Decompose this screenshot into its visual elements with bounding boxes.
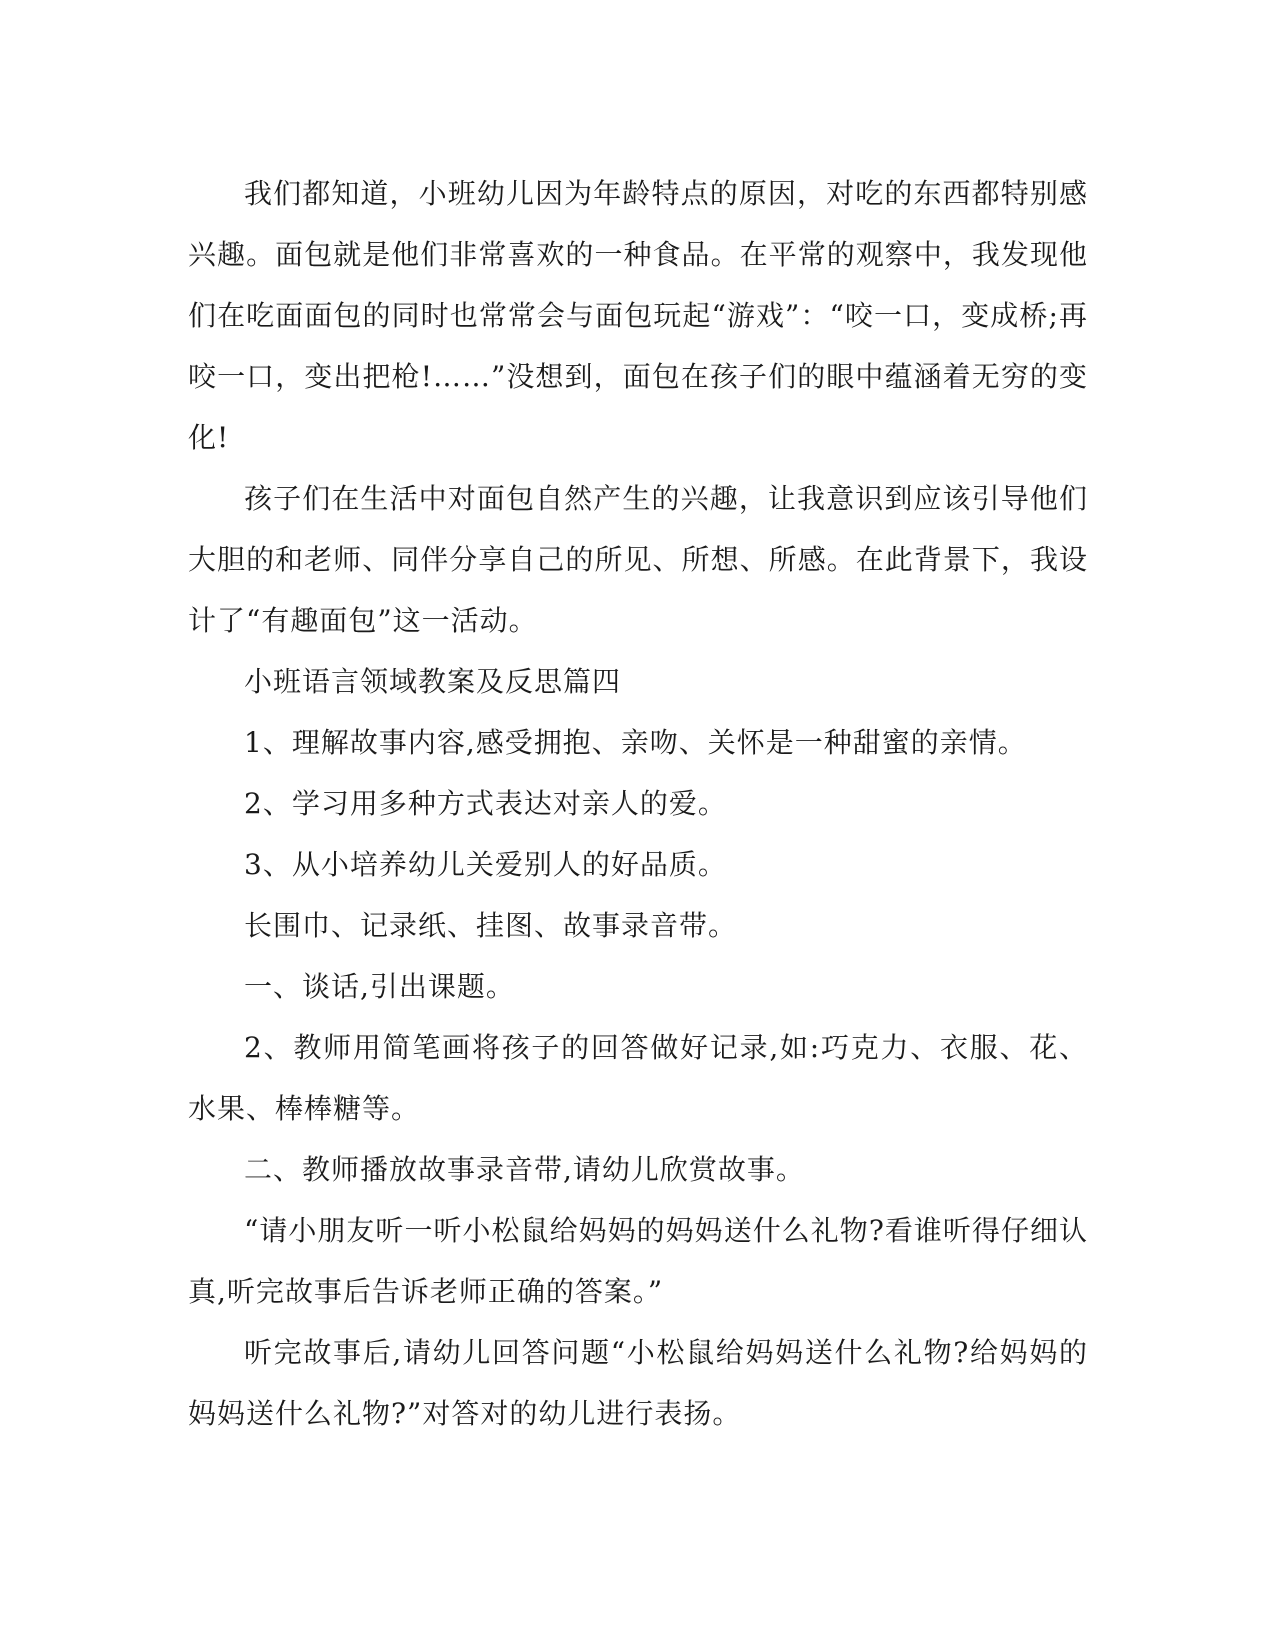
paragraph: “请小朋友听一听小松鼠给妈妈的妈妈送什么礼物?看谁听得仔细认真,听完故事后告诉老师正确的答案。”	[188, 1214, 1088, 1308]
goal-item: 3、从小培养幼儿关爱别人的好品质。	[244, 848, 727, 881]
materials-paragraph: 长围巾、记录纸、挂图、故事录音带。	[244, 909, 738, 942]
paragraph: 听完故事后,请幼儿回答问题“小松鼠给妈妈送什么礼物?给妈妈的妈妈送什么礼物?”对答对的幼儿进行表扬。	[188, 1336, 1088, 1430]
paragraph: 我们都知道，小班幼儿因为年龄特点的原因，对吃的东西都特别感兴趣。面包就是他们非常喜欢的一种食品。在平常的观察中，我发现他们在吃面面包的同时也常常会与面包玩起“游戏”：“咬一口，变成桥;再咬一口，变出把枪!……”没想到，面包在孩子们的眼中蕴涵着无穷的变化!	[188, 177, 1088, 454]
section-heading: 小班语言领域教案及反思篇四	[244, 665, 622, 698]
paragraph: 2、教师用简笔画将孩子的回答做好记录,如:巧克力、衣服、花、水果、棒棒糖等。	[188, 1031, 1088, 1125]
document-body	[188, 163, 1088, 1444]
step-heading: 一、谈话,引出课题。	[244, 970, 515, 1003]
goal-item: 1、理解故事内容,感受拥抱、亲吻、关怀是一种甜蜜的亲情。	[244, 726, 1027, 759]
paragraph: 孩子们在生活中对面包自然产生的兴趣，让我意识到应该引导他们大胆的和老师、同伴分享自己的所见、所想、所感。在此背景下，我设计了“有趣面包”这一活动。	[188, 482, 1088, 637]
step-heading: 二、教师播放故事录音带,请幼儿欣赏故事。	[244, 1153, 805, 1186]
goal-item: 2、学习用多种方式表达对亲人的爱。	[244, 787, 727, 820]
